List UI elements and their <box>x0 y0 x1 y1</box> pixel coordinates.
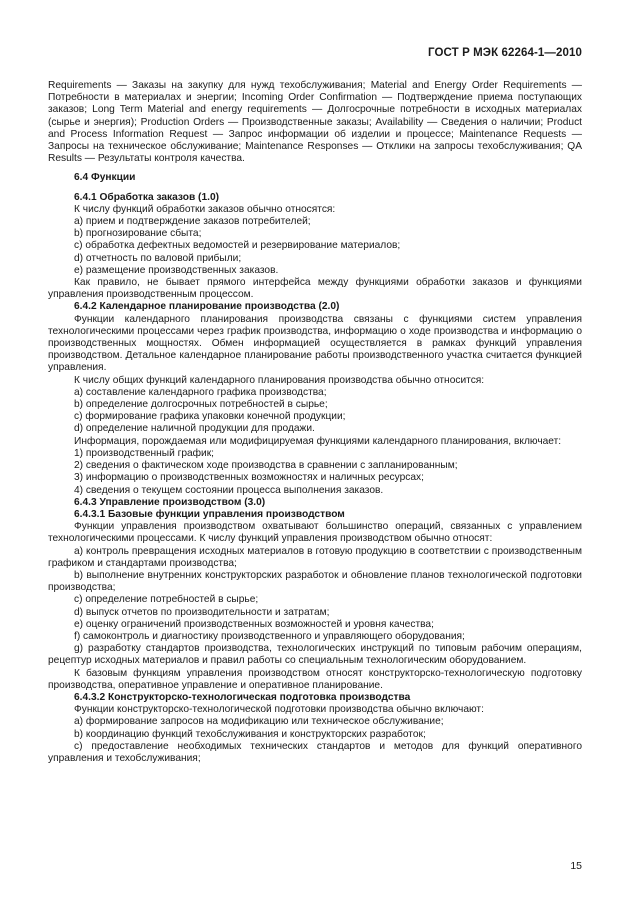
page-number: 15 <box>570 860 582 872</box>
list-item: b) выполнение внутренних конструкторских разработок и обновление планов технологической подготовки производства; <box>48 569 582 594</box>
list-item: 4) сведения о текущем состоянии процесса выполнения заказов. <box>74 484 384 496</box>
page-body <box>48 80 582 765</box>
list-item: a) контроль превращения исходных материалов в готовую продукцию в соответствии с производственным графиком и стандартами производства; <box>48 545 582 569</box>
list-item: 3) информацию о производственных возможностях и наличных ресурсах; <box>74 472 424 484</box>
subsection-heading: 6.4.3.1 Базовые функции управления производством <box>74 508 345 520</box>
paragraph: Функции управления производством охватывают большинство операций, связанных с управлением технологическими процессами. К числу функций управления производством обычно относят: <box>48 521 582 545</box>
list-item: d) отчетность по валовой прибыли; <box>74 252 242 264</box>
list-item: d) выпуск отчетов по производительности и затратам; <box>74 606 330 618</box>
paragraph: Информация, порождаемая или модифицируемая функциями календарного планирования, включает: <box>74 435 562 447</box>
list-item: b) прогнозирование сбыта; <box>74 228 202 240</box>
list-item: 1) производственный график; <box>74 447 215 459</box>
paragraph-abbreviations: Requirements — Заказы на закупку для нужд техобслуживания; Material and Energy Order Requirements — Потребности в материалах и энергии; Incoming Order Confirmation — Подтверждение приема поступающих заказов; Long Term Material and energy requirements — Долгосрочные потребности в исходных материалах (сырье и энергия); Production Orders — Производственные заказы; Availability — Сведения о наличии; Product and Process Information Request — Запрос информации об изделии и процессе; Maintenance Requests — Запросы на техническое обслуживание; Maintenance Responses — Отклики на запросы техобслуживания; QA Results — Результаты контроля качества. <box>48 80 582 165</box>
list-item: e) оценку ограничений производственных возможностей и уровня качества; <box>74 618 434 630</box>
list-item: e) размещение производственных заказов. <box>74 264 279 276</box>
list-item: f) самоконтроль и диагностику производственного и управляющего оборудования; <box>74 630 465 642</box>
list-item: b) координацию функций техобслуживания и конструкторских разработок; <box>74 728 426 740</box>
list-item: c) обработка дефектных ведомостей и резервирование материалов; <box>74 240 401 252</box>
list-item: g) разработку стандартов производства, технологических инструкций по типовым рабочим операциям, рецептур исходных материалов и правил работы со специальным технологическим оборудованием. <box>48 643 582 667</box>
standard-designation: ГОСТ Р МЭК 62264-1—2010 <box>428 47 582 59</box>
subsection-heading: 6.4.2 Календарное планирование производства (2.0) <box>74 301 340 313</box>
list-item: 2) сведения о фактическом ходе производства в сравнении с запланированным; <box>74 460 458 472</box>
list-item: b) определение долгосрочных потребностей в сырье; <box>74 399 328 411</box>
paragraph: Функции календарного планирования производства связаны с функциями систем управления технологическими процессами через график производства, информацию о ходе производства и информацию о производственных мощностях. Обмен информацией осуществляется в рамках функций управления производством. Детальное календарное планирование работы производственного участка считается функцией управления. <box>48 313 582 374</box>
paragraph: Как правило, не бывает прямого интерфейса между функциями обработки заказов и функциями управления производственным процессом. <box>48 277 582 301</box>
paragraph: К числу общих функций календарного планирования производства обычно относится: <box>74 374 485 386</box>
list-item: a) прием и подтверждение заказов потребителей; <box>74 216 311 228</box>
subsection-heading: 6.4.3.2 Конструкторско-технологическая подготовка производства <box>74 691 411 703</box>
list-item: c) определение потребностей в сырье; <box>74 594 259 606</box>
list-item: d) определение наличной продукции для продажи. <box>74 423 315 435</box>
list-item: c) формирование графика упаковки конечной продукции; <box>74 411 346 423</box>
paragraph: К базовым функциям управления производством относят конструкторско-технологическую подготовку производства, оперативное управление и оперативное планирование. <box>48 667 582 691</box>
list-item: a) составление календарного графика производства; <box>74 386 327 398</box>
subsection-heading: 6.4.1 Обработка заказов (1.0) <box>74 191 219 203</box>
paragraph: Функции конструкторско-технологической подготовки производства обычно включают: <box>74 704 484 716</box>
subsection-heading: 6.4.3 Управление производством (3.0) <box>74 496 266 508</box>
list-item: c) предоставление необходимых технических стандартов и методов для функций оперативного управления и техобслуживания; <box>48 740 582 764</box>
list-item: a) формирование запросов на модификацию или техническое обслуживание; <box>74 716 444 728</box>
paragraph: К числу функций обработки заказов обычно относятся: <box>74 203 336 215</box>
section-heading: 6.4 Функции <box>74 172 136 184</box>
